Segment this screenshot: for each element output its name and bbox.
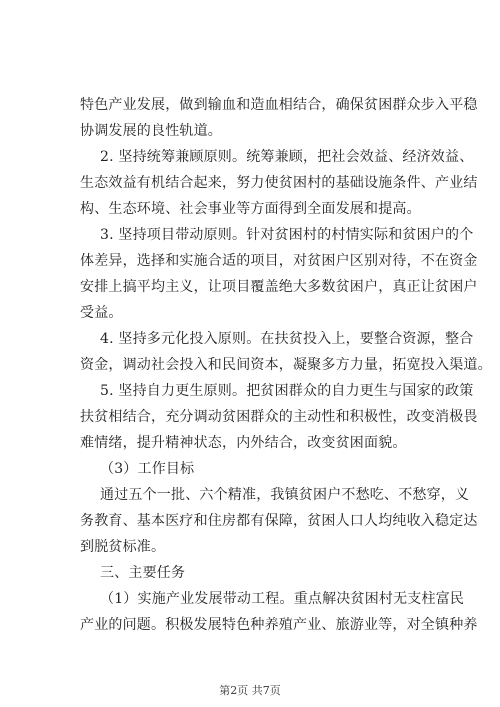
text-line: 特色产业发展，做到输血和造血相结合，确保贫困群众步入平稳 (80, 97, 478, 113)
text-line: 4. 坚持多元化投入原则。在扶贫投入上，要整合资源，整合 (100, 331, 474, 347)
text-line: 受益。 (80, 305, 123, 321)
text-line: 5. 坚持自力更生原则。把贫困群众的自力更生与国家的政策 (100, 383, 474, 399)
text-line: 务教育、基本医疗和住房都有保障，贫困人口人均纯收入稳定达 (80, 513, 478, 529)
text-line: 3. 坚持项目带动原则。针对贫困村的村情实际和贫困户的个 (100, 227, 474, 243)
text-line: 2. 坚持统筹兼顾原则。统筹兼顾，把社会效益、经济效益、 (100, 149, 474, 165)
text-line: （3）工作目标 (100, 461, 195, 477)
document-body (80, 92, 492, 638)
text-line: 通过五个一批、六个精准，我镇贫困户不愁吃、不愁穿，义 (100, 487, 470, 503)
text-line: 资金，调动社会投入和民间资本，凝聚多方力量，拓宽投入渠道。 (80, 357, 492, 373)
text-line: 到脱贫标准。 (80, 539, 166, 555)
page-footer: 第2页 共7页 (219, 684, 281, 697)
text-line: 体差异，选择和实施合适的项目，对贫困户区别对待，不在资金 (80, 253, 478, 269)
text-line: 难情绪，提升精神状态，内外结合，改变贫困面貌。 (80, 435, 407, 451)
text-line: 产业的问题。积极发展特色种养殖产业、旅游业等，对全镇种养 (80, 617, 478, 633)
text-line: （1）实施产业发展带动工程。重点解决贫困村无支柱富民 (100, 591, 465, 607)
text-line: 安排上搞平均主义，让项目覆盖绝大多数贫困户，真正让贫困户 (80, 279, 478, 295)
text-line: 三、主要任务 (100, 565, 186, 581)
text-line: 扶贫相结合，充分调动贫困群众的主动性和积极性，改变消极畏 (80, 409, 478, 425)
text-line: 生态效益有机结合起来，努力使贫困村的基础设施条件、产业结 (80, 175, 478, 191)
text-line: 协调发展的良性轨道。 (80, 123, 222, 139)
text-line: 构、生态环境、社会事业等方面得到全面发展和提高。 (80, 201, 421, 217)
